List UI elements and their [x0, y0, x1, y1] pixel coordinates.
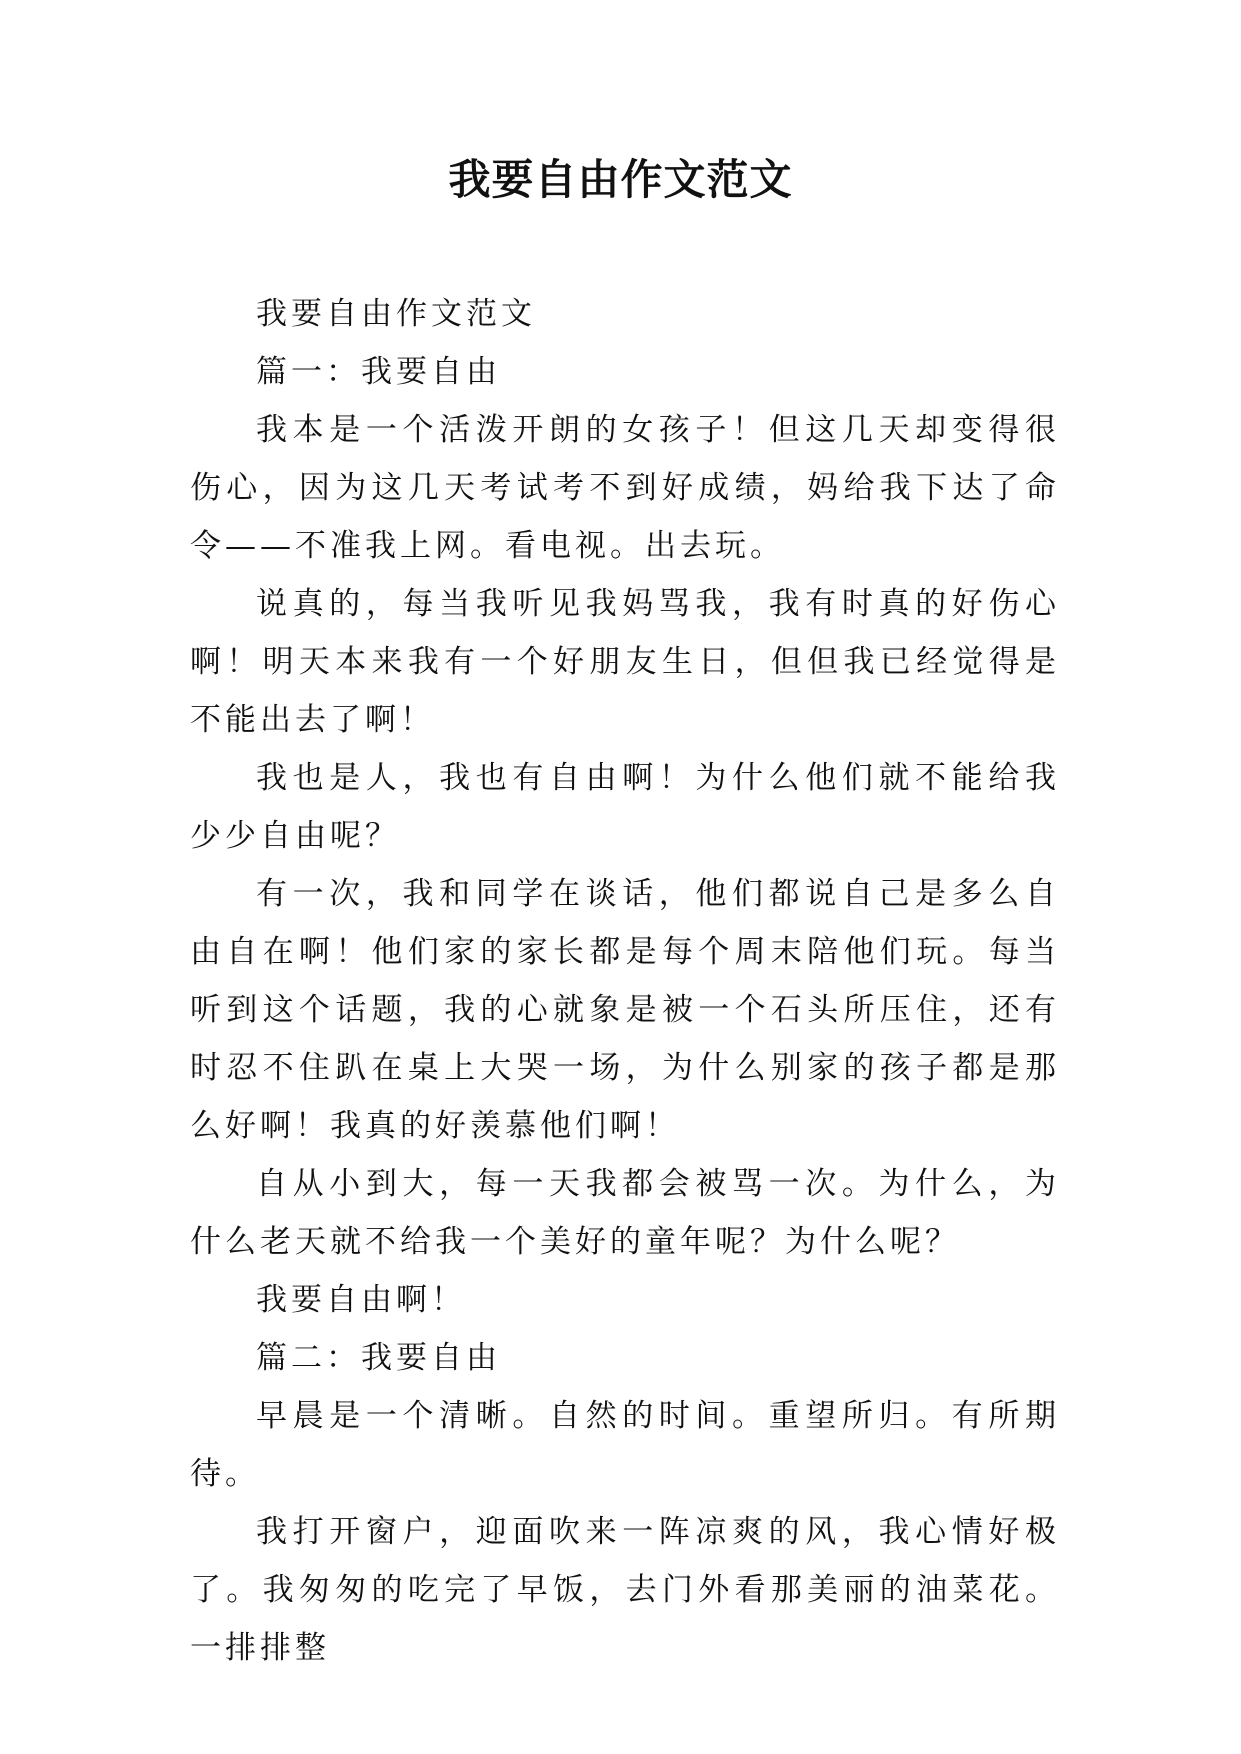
- paragraph: 早晨是一个清晰。自然的时间。重望所归。有所期待。: [190, 1398, 1060, 1492]
- paragraph: 我打开窗户，迎面吹来一阵凉爽的风，我心情好极了。我匆匆的吃完了早饭，去门外看那美丽的油菜花。一排排整: [190, 1514, 1060, 1666]
- paragraph-section-2-title: 篇二：我要自由: [256, 1340, 501, 1376]
- paragraph-heading: 我要自由作文范文: [256, 296, 536, 332]
- paragraph-section-1-title: 篇一：我要自由: [256, 354, 501, 390]
- paragraph: 有一次，我和同学在谈话，他们都说自己是多么自由自在啊！他们家的家长都是每个周末陪他们玩。每当听到这个话题，我的心就象是被一个石头所压住，还有时忍不住趴在桌上大哭一场，为什么别家的孩子都是那么好啊！我真的好羡慕他们啊！: [190, 876, 1060, 1144]
- paragraph: 我也是人，我也有自由啊！为什么他们就不能给我少少自由呢？: [190, 760, 1060, 854]
- document-title: 我要自由作文范文: [448, 155, 793, 204]
- paragraph: 自从小到大，每一天我都会被骂一次。为什么，为什么老天就不给我一个美好的童年呢？为什么呢？: [190, 1166, 1060, 1260]
- paragraph: 我要自由啊！: [256, 1282, 466, 1318]
- paragraph: 说真的，每当我听见我妈骂我，我有时真的好伤心啊！明天本来我有一个好朋友生日，但但我已经觉得是不能出去了啊！: [190, 586, 1060, 738]
- paragraph: 我本是一个活泼开朗的女孩子！但这几天却变得很伤心，因为这几天考试考不到好成绩，妈给我下达了命令——不准我上网。看电视。出去玩。: [190, 412, 1060, 564]
- document-body: [190, 285, 1060, 1677]
